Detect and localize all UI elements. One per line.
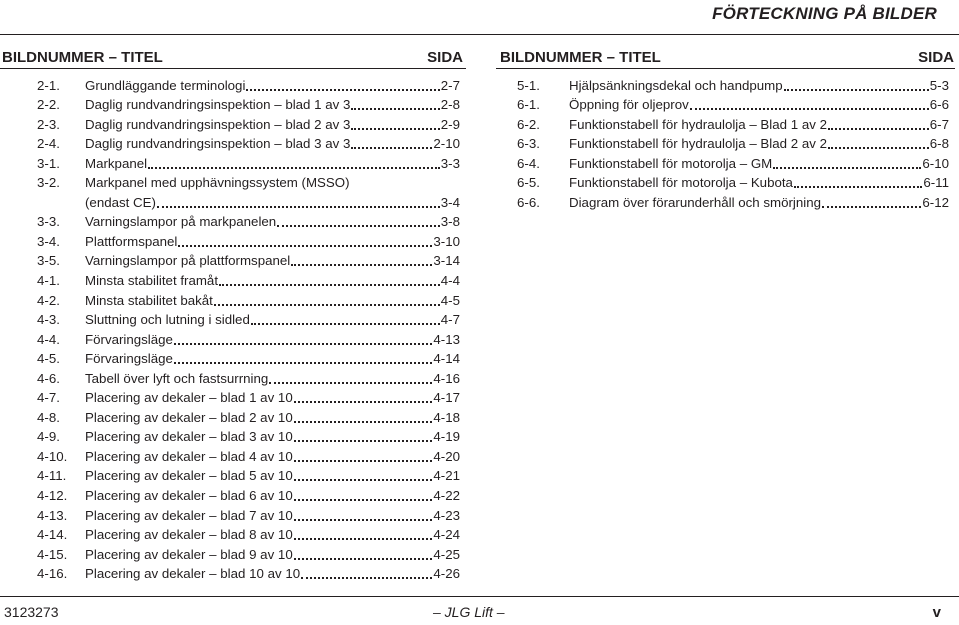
left-column-header [0, 46, 466, 69]
dot-leader [251, 322, 440, 325]
dot-leader [157, 205, 440, 208]
figure-entry[interactable] [0, 152, 460, 172]
dot-leader [294, 498, 433, 501]
left-figure-list [0, 74, 466, 582]
figure-entry[interactable] [0, 211, 460, 231]
figure-title: Tabell över lyft och fastsurrning [85, 370, 269, 386]
figure-page: 4-23 [433, 507, 460, 523]
figure-number: 3-1. [37, 155, 60, 171]
figure-title: Öppning för oljeprov [569, 97, 689, 113]
figure-entry[interactable] [0, 563, 460, 583]
figure-page: 4-24 [433, 527, 460, 543]
figure-entry[interactable] [0, 328, 460, 348]
figure-page: 4-21 [433, 468, 460, 484]
dot-leader [178, 244, 432, 247]
figure-entry[interactable] [496, 172, 949, 192]
figure-page: 3-10 [433, 233, 460, 249]
figure-number: 4-8. [37, 409, 60, 425]
dot-leader [294, 439, 433, 442]
figure-number: 6-4. [517, 155, 540, 171]
dot-leader [294, 537, 433, 540]
figure-title: Placering av dekaler – blad 5 av 10 [85, 468, 293, 484]
figure-entry[interactable] [0, 133, 460, 153]
dot-leader [301, 576, 432, 579]
right-figure-list [496, 74, 955, 211]
figure-page: 6-6 [929, 97, 949, 113]
figure-number: 6-5. [517, 175, 540, 191]
dot-leader [351, 127, 439, 130]
figure-title: Daglig rundvandringsinspektion – blad 2 av 3 [85, 116, 351, 132]
figure-title: Sluttning och lutning i sidled [85, 312, 250, 328]
dot-leader [828, 146, 929, 149]
figure-entry[interactable] [0, 524, 460, 544]
figure-number: 4-15. [37, 546, 68, 562]
figure-entry[interactable] [0, 348, 460, 368]
dot-leader [291, 263, 432, 266]
figure-title: Placering av dekaler – blad 4 av 10 [85, 448, 293, 464]
figure-entry[interactable] [0, 387, 460, 407]
figure-entry[interactable] [0, 426, 460, 446]
figure-title: Grundläggande terminologi [85, 77, 246, 93]
figure-number: 2-1. [37, 77, 60, 93]
figure-number: 4-7. [37, 390, 60, 406]
figure-page: 6-7 [929, 116, 949, 132]
figure-title: Funktionstabell för motorolja – GM [569, 155, 773, 171]
figure-entry[interactable] [496, 74, 949, 94]
figure-title: Placering av dekaler – blad 7 av 10 [85, 507, 293, 523]
figure-entry[interactable] [496, 191, 949, 211]
figure-title: Markpanel [85, 155, 148, 171]
figure-page: 4-7 [440, 312, 460, 328]
figure-title: Placering av dekaler – blad 10 av 10 [85, 566, 301, 582]
dot-leader [174, 361, 432, 364]
figure-title: Varningslampor på plattformspanel [85, 253, 291, 269]
figure-page: 2-8 [440, 97, 460, 113]
figure-number: 3-5. [37, 253, 60, 269]
brand-name: – JLG Lift – [433, 604, 505, 620]
figure-number: 2-2. [37, 97, 60, 113]
figure-number: 4-4. [37, 331, 60, 347]
page-number: v [932, 604, 941, 621]
figure-number: 3-4. [37, 233, 60, 249]
figure-page: 4-25 [433, 546, 460, 562]
figure-number: 3-2. [37, 175, 60, 191]
figure-page: 5-3 [929, 77, 949, 93]
figure-entry[interactable] [0, 465, 460, 485]
figure-title: Förvaringsläge [85, 351, 173, 367]
figure-entry[interactable] [0, 309, 460, 329]
figure-number: 4-10. [37, 448, 68, 464]
footer-divider [0, 596, 959, 597]
figure-entry[interactable] [496, 94, 949, 114]
figure-number: 6-3. [517, 136, 540, 152]
dot-leader [794, 185, 922, 188]
figure-number: 4-16. [37, 566, 68, 582]
figure-page: 4-18 [433, 409, 460, 425]
figure-number: 4-6. [37, 370, 60, 386]
dot-leader [294, 557, 433, 560]
figure-number: 4-11. [37, 468, 67, 484]
figure-title: Placering av dekaler – blad 8 av 10 [85, 527, 293, 543]
figure-entry[interactable] [496, 133, 949, 153]
dot-leader [784, 88, 929, 91]
figure-page: 6-8 [929, 136, 949, 152]
dot-leader [148, 166, 440, 169]
figure-number: 4-14. [37, 527, 68, 543]
figure-title: Minsta stabilitet framåt [85, 273, 219, 289]
figure-page: 4-4 [440, 273, 460, 289]
figure-number: 5-1. [517, 77, 540, 93]
figure-page: 3-3 [440, 155, 460, 171]
figure-page: 3-4 [440, 194, 460, 210]
figure-entry[interactable] [0, 230, 460, 250]
figure-entry[interactable] [0, 172, 460, 192]
figure-title: Markpanel med upphävningssystem (MSSO) [85, 175, 350, 191]
figure-page: 6-11 [923, 175, 949, 191]
figure-entry[interactable] [496, 152, 949, 172]
figure-entry[interactable] [0, 250, 460, 270]
dot-leader [773, 166, 921, 169]
figure-list-right-column [496, 46, 955, 211]
figure-entry[interactable] [0, 543, 460, 563]
figure-title: Placering av dekaler – blad 9 av 10 [85, 546, 293, 562]
dot-leader [214, 303, 440, 306]
dot-leader [822, 205, 921, 208]
figure-page: 2-9 [440, 116, 460, 132]
figure-number: 4-13. [37, 507, 68, 523]
title-divider [0, 34, 959, 35]
figure-title: Daglig rundvandringsinspektion – blad 3 av 3 [85, 136, 351, 152]
figure-page: 4-5 [440, 292, 460, 308]
figure-page: 6-10 [922, 155, 949, 171]
figure-title: Minsta stabilitet bakåt [85, 292, 213, 308]
figure-title: Varningslampor på markpanelen [85, 214, 277, 230]
figure-title-continued: (endast CE) [85, 194, 156, 210]
figure-page: 4-26 [433, 566, 460, 582]
figure-number: 2-4. [37, 136, 60, 152]
figure-page: 2-10 [433, 136, 460, 152]
figure-title: Funktionstabell för hydraulolja – Blad 2 av 2 [569, 136, 827, 152]
left-header-page: SIDA [427, 48, 463, 66]
figure-number: 3-3. [37, 214, 60, 230]
figure-number: 6-1. [517, 97, 540, 113]
figure-entry-continued[interactable] [0, 191, 460, 211]
figure-page: 4-14 [433, 351, 460, 367]
figure-page: 4-22 [433, 488, 460, 504]
document-number: 3123273 [4, 604, 59, 620]
figure-number: 2-3. [37, 116, 60, 132]
dot-leader [277, 224, 440, 227]
dot-leader [174, 342, 432, 345]
figure-number: 4-12. [37, 488, 68, 504]
figure-page: 4-13 [433, 331, 460, 347]
figure-number: 4-5. [37, 351, 60, 367]
figure-title: Daglig rundvandringsinspektion – blad 1 av 3 [85, 97, 351, 113]
figure-entry[interactable] [0, 367, 460, 387]
figure-page: 4-17 [433, 390, 460, 406]
dot-leader [294, 400, 433, 403]
figure-entry[interactable] [0, 484, 460, 504]
figure-page: 3-14 [433, 253, 460, 269]
dot-leader [294, 518, 433, 521]
figure-entry[interactable] [0, 504, 460, 524]
figure-page: 2-7 [440, 77, 460, 93]
dot-leader [219, 283, 440, 286]
figure-entry[interactable] [0, 406, 460, 426]
figure-title: Plattformspanel [85, 233, 178, 249]
figure-number: 4-2. [37, 292, 60, 308]
figure-number: 6-6. [517, 194, 540, 210]
figure-title: Placering av dekaler – blad 2 av 10 [85, 409, 293, 425]
right-header-title: BILDNUMMER – TITEL [500, 48, 661, 66]
figure-title: Diagram över förarunderhåll och smörjning [569, 194, 822, 210]
figure-entry[interactable] [0, 113, 460, 133]
figure-entry[interactable] [0, 94, 460, 114]
figure-page: 4-20 [433, 448, 460, 464]
figure-title: Placering av dekaler – blad 3 av 10 [85, 429, 293, 445]
dot-leader [294, 420, 433, 423]
figure-entry[interactable] [0, 445, 460, 465]
dot-leader [351, 107, 439, 110]
right-header-page: SIDA [918, 48, 954, 66]
figure-page: 4-19 [433, 429, 460, 445]
figure-number: 4-1. [37, 273, 60, 289]
figure-title: Placering av dekaler – blad 6 av 10 [85, 488, 293, 504]
dot-leader [828, 127, 929, 130]
dot-leader [294, 478, 433, 481]
dot-leader [690, 107, 929, 110]
left-header-title: BILDNUMMER – TITEL [2, 48, 163, 66]
page-title: FÖRTECKNING PÅ BILDER [712, 4, 937, 23]
figure-entry[interactable] [0, 74, 460, 94]
figure-entry[interactable] [496, 113, 949, 133]
figure-entry[interactable] [0, 269, 460, 289]
figure-list-left-column [0, 46, 466, 582]
figure-page: 3-8 [440, 214, 460, 230]
figure-title: Förvaringsläge [85, 331, 173, 347]
figure-entry[interactable] [0, 289, 460, 309]
figure-title: Funktionstabell för hydraulolja – Blad 1 av 2 [569, 116, 827, 132]
figure-number: 4-9. [37, 429, 60, 445]
dot-leader [294, 459, 433, 462]
figure-page: 6-12 [922, 194, 949, 210]
figure-title: Placering av dekaler – blad 1 av 10 [85, 390, 293, 406]
figure-title: Funktionstabell för motorolja – Kubota [569, 175, 793, 191]
dot-leader [351, 146, 432, 149]
figure-number: 4-3. [37, 312, 60, 328]
figure-title: Hjälpsänkningsdekal och handpump [569, 77, 783, 93]
figure-page: 4-16 [433, 370, 460, 386]
dot-leader [269, 381, 432, 384]
dot-leader [246, 88, 439, 91]
right-column-header [496, 46, 955, 69]
figure-number: 6-2. [517, 116, 540, 132]
